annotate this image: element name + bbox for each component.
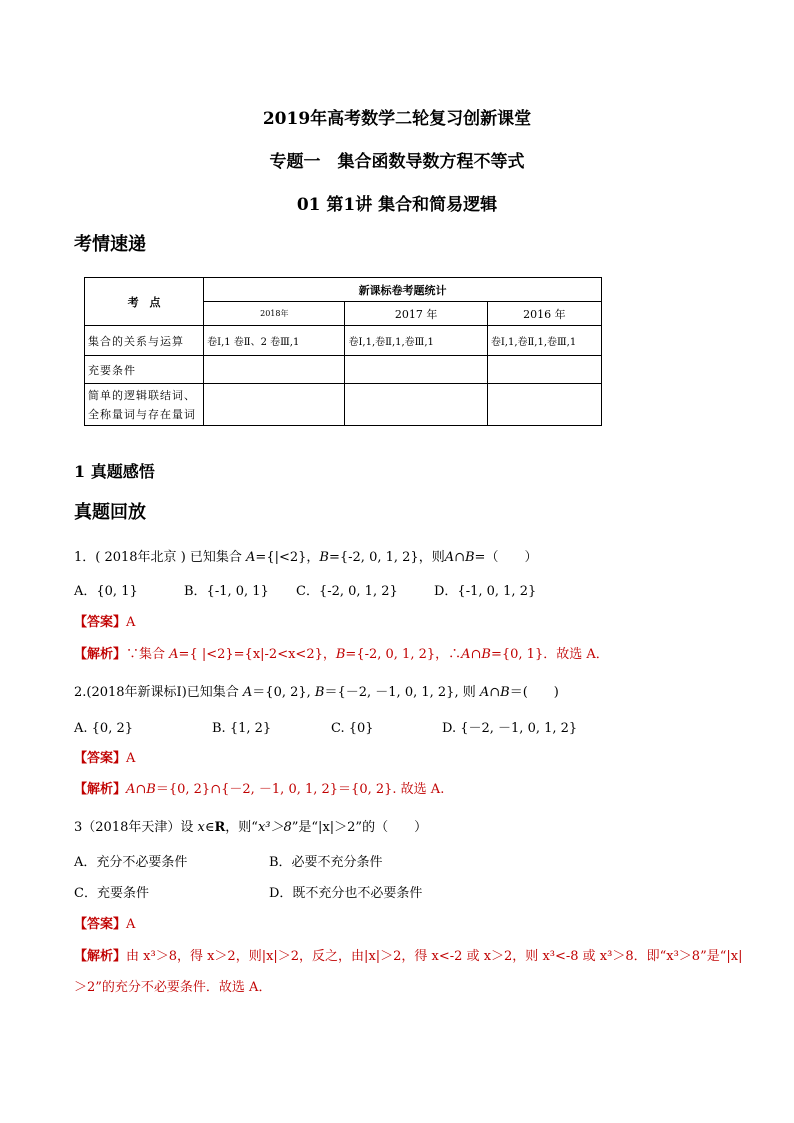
section-heading-1: 1 真题感悟 xyxy=(74,462,155,481)
option-b: B．必要不充分条件 xyxy=(269,855,383,870)
table-cell: 卷Ⅰ,1 卷Ⅱ、2 卷Ⅲ,1 xyxy=(204,326,345,356)
text: ={-2, 0, 1, 2}，∴ xyxy=(345,647,462,662)
year-header-2016: 2016 年 xyxy=(487,302,601,326)
var-x: x xyxy=(197,820,205,835)
analysis-line-2 xyxy=(74,778,444,797)
var-B: B xyxy=(335,647,346,662)
table-cell xyxy=(204,384,345,426)
topic-title: 专题一 集合函数导数方程不等式 xyxy=(269,152,525,172)
option-a: A．{0, 1} xyxy=(74,584,138,599)
table-row xyxy=(85,356,602,384)
text: 1．( 2018年北京 ) 已知集合 xyxy=(74,550,247,565)
text: ={-2, 0, 1, 2}，则 xyxy=(328,550,445,565)
table-corner-header: 考 点 xyxy=(85,278,204,326)
var-B: B xyxy=(314,685,325,700)
row-label: 集合的关系与运算 xyxy=(85,326,204,356)
answer-value: A xyxy=(126,615,136,630)
analysis-line-3b: ＞2”的充分不必要条件．故选 A． xyxy=(74,980,272,995)
text: ，则“ xyxy=(225,820,258,835)
row-label-line: 简单的逻辑联结词、 xyxy=(88,388,196,402)
var-B: B xyxy=(319,550,329,565)
text: ={ xyxy=(255,550,275,565)
set-R: R xyxy=(214,820,226,835)
doc-title: 2019年高考数学二轮复习创新课堂 xyxy=(262,109,532,129)
var-AcapB: A∩B xyxy=(126,782,156,797)
text: 2.(2018年新课标Ⅰ)已知集合 xyxy=(74,685,243,700)
row-label-line: 全称量词与存在量词 xyxy=(88,407,196,421)
year-header-2018: 2018年 xyxy=(204,302,345,326)
text: ＝( ) xyxy=(509,685,559,700)
option-d: D．既不充分也不必要条件 xyxy=(269,886,423,901)
text: 由 x³＞8，得 x＞2，则|x|＞2，反之，由|x|＞2，得 x<-2 或 x＞2，则 x³<-8 或 x³＞8．即“x³＞8”是“|x| xyxy=(126,949,743,964)
year-header-2017: 2017 年 xyxy=(345,302,487,326)
question-3-stem xyxy=(74,816,427,835)
question-1-stem xyxy=(74,546,537,565)
table-cell xyxy=(487,384,601,426)
var-A: A xyxy=(246,550,256,565)
option-c: C. {0} xyxy=(331,721,374,736)
option-c: C．{-2, 0, 1, 2} xyxy=(296,584,398,599)
var-A: A xyxy=(169,647,179,662)
question-3-options-row1 xyxy=(74,851,383,870)
question-1-options xyxy=(74,580,536,599)
table-cell xyxy=(204,356,345,384)
table-cell xyxy=(345,384,487,426)
var-AcapB: A∩B xyxy=(444,550,475,565)
text: 3（2018年天津）设 xyxy=(74,820,198,835)
analysis-tag: 【解析】 xyxy=(74,647,127,662)
analysis-line-3 xyxy=(74,945,742,964)
answer-value: A xyxy=(126,751,136,766)
text: =（ ） xyxy=(474,550,538,565)
analysis-line-1 xyxy=(74,643,609,662)
text: ∈ xyxy=(204,820,215,835)
option-b: B．{-1, 0, 1} xyxy=(184,584,269,599)
section-heading-2: 真题回放 xyxy=(74,502,146,523)
table-cell xyxy=(345,356,487,384)
text: |<2}， xyxy=(274,550,320,565)
text: ={0, 1}．故选 A． xyxy=(490,647,609,662)
text: ∵集合 xyxy=(126,647,170,662)
option-b: B. {1, 2} xyxy=(212,721,272,736)
option-d: D. {－2, －1, 0, 1, 2} xyxy=(442,721,578,736)
answer-tag: 【答案】 xyxy=(74,751,127,766)
text: ＝{0, 2}∩{－2, －1, 0, 1, 2}＝{0, 2}. 故选 A. xyxy=(155,782,445,797)
text: ＝{0, 2}, xyxy=(252,685,315,700)
question-3-options-row2 xyxy=(74,882,422,901)
analysis-tag: 【解析】 xyxy=(74,949,127,964)
text: ”是“|x|＞2”的（ ） xyxy=(291,820,428,835)
analysis-tag: 【解析】 xyxy=(74,782,127,797)
table-cell xyxy=(487,356,601,384)
var-AcapB: A∩B xyxy=(461,647,491,662)
option-d: D．{-1, 0, 1, 2} xyxy=(434,584,537,599)
var-A: A xyxy=(242,685,253,700)
answer-line-2 xyxy=(74,747,135,766)
condition-expr: x³＞8 xyxy=(257,820,292,835)
section-heading-kaoqing: 考情速递 xyxy=(74,234,146,255)
row-label: 充要条件 xyxy=(85,356,204,384)
option-c: C．充要条件 xyxy=(74,886,149,901)
stats-table xyxy=(84,277,602,426)
answer-line-1 xyxy=(74,611,135,630)
answer-tag: 【答案】 xyxy=(74,615,127,630)
question-2-stem xyxy=(74,681,559,700)
lecture-title: 01 第1讲 集合和简易逻辑 xyxy=(296,195,498,215)
option-a: A. {0, 2} xyxy=(74,721,134,736)
option-a: A．充分不必要条件 xyxy=(74,855,188,870)
answer-line-3 xyxy=(74,913,135,932)
table-cell: 卷Ⅰ,1,卷Ⅱ,1,卷Ⅲ,1 xyxy=(487,326,601,356)
text: ＝{－2, －1, 0, 1, 2}, 则 xyxy=(324,685,480,700)
table-row xyxy=(85,326,602,356)
row-label xyxy=(85,384,204,426)
var-AcapB: A∩B xyxy=(479,685,510,700)
answer-tag: 【答案】 xyxy=(74,917,127,932)
question-2-options xyxy=(74,717,577,736)
text: ={ |<2}={x|-2<x<2}， xyxy=(178,647,336,662)
answer-value: A xyxy=(126,917,136,932)
table-cell: 卷Ⅰ,1,卷Ⅱ,1,卷Ⅲ,1 xyxy=(345,326,487,356)
table-row xyxy=(85,384,602,426)
table-group-header: 新课标卷考题统计 xyxy=(204,278,602,302)
